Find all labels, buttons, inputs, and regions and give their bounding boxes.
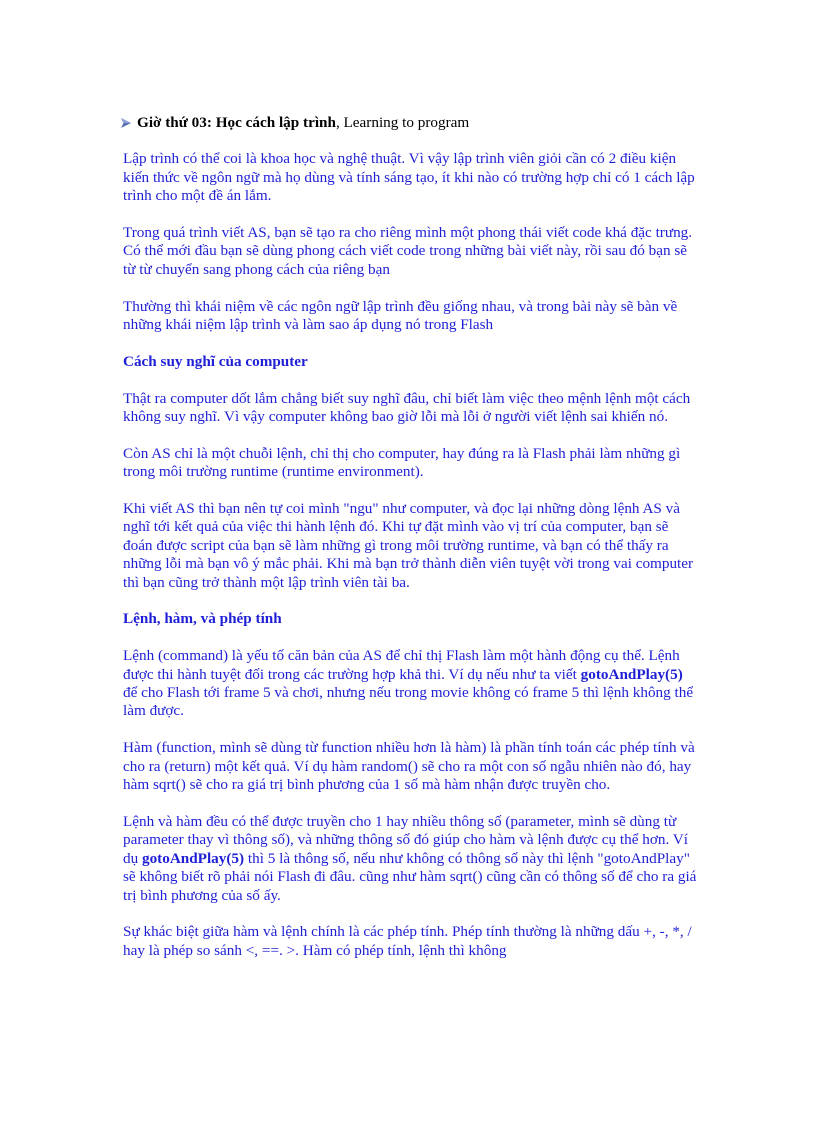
text-run: Lệnh và hàm đều có thể được truyền cho 1 hay nhiều thông số (parameter, mình sẽ dùng từ parameter thay vì thông số), và những thông số đó giúp cho hàm và lệnh được cụ thể hơn. Ví dụ [123,812,688,867]
arrow-bullet-icon [120,117,132,129]
code-snippet: gotoAndPlay(5) [141,849,245,867]
section-heading-computer-thinking: Cách suy nghĩ của computer [123,352,308,370]
intro-paragraph-3: Thường thì khái niệm về các ngôn ngữ lập trình đều giống nhau, và trong bài này sẽ bàn về những khái niệm lập trình và làm sao áp dụng nó trong Flash [123,297,678,334]
text-run: thì 5 là thông số, nếu như không có thông số này thì lệnh "gotoAndPlay" sẽ không biết rõ phải nói Flash đi đâu. cũng như hàm sqrt() cũng cần có thông số để cho ra giá trị bình phương của số ấy. [123,849,697,904]
title-bold: Giờ thứ 03: Học cách lập trình [137,114,336,131]
section2-paragraph-3 [123,813,698,905]
document-page [123,114,698,979]
page-title [123,114,698,132]
title-rest: , Learning to program [335,114,470,131]
intro-paragraph-1: Lập trình có thể coi là khoa học và nghệ thuật. Vì vậy lập trình viên giỏi cần có 2 điều kiện kiến thức về ngôn ngữ mà họ dùng và tính sáng tạo, ít khi nào có trường hợp chỉ có 1 cách lập trình cho một đề án lắm. [123,150,695,205]
section2-paragraph-4: Sự khác biệt giữa hàm và lệnh chính là các phép tính. Phép tính thường là những dấu +, -, *, / hay là phép so sánh <, ==. >. Hàm có phép tính, lệnh thì không [123,923,692,959]
text-run: để cho Flash tới frame 5 và chơi, nhưng nếu trong movie không có frame 5 thì lệnh không thể làm được. [123,684,694,720]
section1-paragraph-3: Khi viết AS thì bạn nên tự coi mình "ngu" như computer, và đọc lại những dòng lệnh AS và nghĩ tới kết quả của việc thi hành lệnh đó. Khi tự đặt mình vào vị trí của computer, bạn sẽ đoán được script của bạn sẽ làm những gì trong môi trường runtime, và bạn có thể thấy ra những lỗi mà bạn vô ý mắc phải. Khi mà bạn trở thành diễn viên tuyệt vời trong vai computer thì bạn cũng trở thành một lập trình viên tài ba. [123,500,694,591]
intro-paragraph-2: Trong quá trình viết AS, bạn sẽ tạo ra cho riêng mình một phong thái viết code khá đặc trưng. Có thể mới đầu bạn sẽ dùng phong cách viết code trong những bài viết này, rồi sau đó bạn sẽ từ từ chuyển sang phong cách của riêng bạn [123,224,693,278]
text-run: Lệnh (command) là yếu tố căn bản của AS để chỉ thị Flash làm một hành động cụ thể. Lệnh được thi hành tuyệt đối trong các trường hợp khả thi. Ví dụ nếu như ta viết [123,647,680,683]
section-heading-commands-functions: Lệnh, hàm, và phép tính [123,610,282,628]
section2-paragraph-1 [123,647,698,721]
section2-paragraph-2: Hàm (function, mình sẽ dùng từ function nhiều hơn là hàm) là phần tính toán các phép tính và cho ra (return) một kết quả. Ví dụ hàm random() sẽ cho ra một con số ngẫu nhiên nào đó, hay hàm sqrt() sẽ cho ra giá trị bình phương của 1 số mà hàm nhận được truyền cho. [123,739,695,794]
section1-paragraph-2: Còn AS chỉ là một chuỗi lệnh, chỉ thị cho computer, hay đúng ra là Flash phải làm những gì trong môi trường runtime (runtime environment). [123,444,681,481]
section1-paragraph-1: Thật ra computer dốt lắm chẳng biết suy nghĩ đâu, chỉ biết làm việc theo mệnh lệnh một cách không suy nghĩ. Vì vậy computer không bao giờ lỗi mà lỗi ở người viết lệnh sai khiến nó. [123,389,691,426]
code-snippet: gotoAndPlay(5) [580,665,683,683]
